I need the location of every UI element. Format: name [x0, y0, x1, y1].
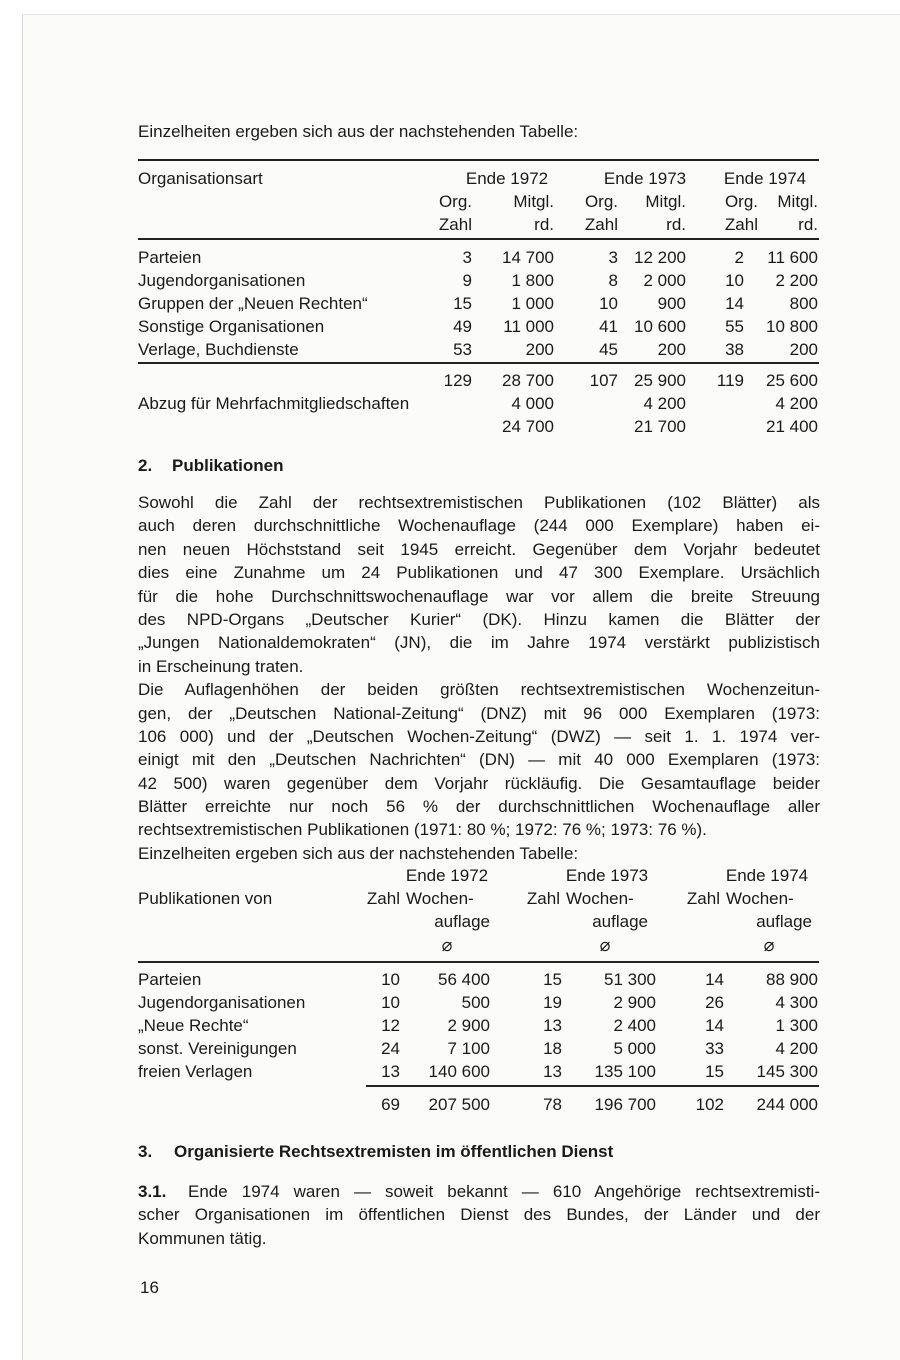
text-line: „Jungen Nationaldemokraten“ (JN), die im Jahre 1974 verstärkt publizistisch — [138, 633, 820, 653]
cell: 2 900 — [613, 993, 656, 1012]
sub-header: Mitgl. — [513, 192, 554, 211]
sub-header: Org. — [584, 192, 618, 211]
cell: 4 200 — [775, 1039, 818, 1058]
cell: 196 700 — [594, 1095, 656, 1114]
average-symbol: ⌀ — [441, 935, 453, 956]
cell: 107 — [589, 371, 618, 390]
group-header: Ende 1973 — [565, 866, 649, 885]
cell: 4 000 — [511, 394, 554, 413]
text-line: Kommunen tätig. — [138, 1228, 267, 1248]
cell: 13 — [381, 1062, 400, 1081]
text-line: Die Auflagenhöhen der beiden größten rechtsextremistischen Wochenzeitun- — [138, 680, 820, 700]
cell: 21 700 — [634, 417, 686, 436]
cell: 45 — [599, 340, 618, 359]
sub-header: auflage — [756, 912, 812, 931]
cell: 135 100 — [594, 1062, 656, 1081]
cell: 3 — [608, 248, 618, 267]
cell: 24 — [381, 1039, 400, 1058]
cell: 26 — [705, 993, 724, 1012]
cell: 8 — [608, 271, 618, 290]
text-line: 42 500) waren gegenüber dem Vorjahr rückläufig. Die Gesamtauflage beider — [138, 773, 820, 793]
cell: 119 — [716, 371, 744, 390]
sub-header: Org. — [438, 192, 472, 211]
sub-header: Wochen- — [406, 889, 474, 908]
cell: 2 — [734, 248, 744, 267]
row-label: Jugendorganisationen — [138, 271, 306, 290]
sub-header: Zahl — [526, 889, 560, 908]
cell: 2 900 — [447, 1016, 490, 1035]
text-line: Sowohl die Zahl der rechtsextremistischen Publikationen (102 Blätter) als — [138, 493, 820, 512]
sub-header: rd. — [798, 215, 818, 234]
sub-header: rd. — [666, 215, 686, 234]
group-header: Ende 1973 — [603, 169, 687, 188]
cell: 28 700 — [502, 371, 554, 390]
sub-header: Zahl — [438, 215, 472, 234]
cell: 10 — [381, 970, 400, 989]
section-3-number: 3. — [138, 1142, 153, 1161]
text-line: in Erscheinung traten. — [138, 656, 304, 676]
row-label: Sonstige Organisationen — [138, 317, 325, 336]
cell: 140 600 — [428, 1062, 490, 1081]
cell: 1 300 — [775, 1016, 818, 1035]
row-label: Parteien — [138, 970, 202, 989]
sub-header: auflage — [434, 912, 490, 931]
cell: 900 — [657, 294, 686, 313]
cell: 14 — [705, 970, 724, 989]
sub-header: Zahl — [584, 215, 618, 234]
text-line: nen neuen Höchststand seit 1945 erreicht. Gegenüber dem Vorjahr bedeutet — [138, 539, 820, 559]
cell: 25 600 — [766, 371, 818, 390]
cell: 11 000 — [503, 317, 554, 336]
page-number: 16 — [140, 1278, 159, 1297]
text-line: gen, der „Deutschen National-Zeitung“ (DNZ) mit 96 000 Exemplaren (1973: — [138, 703, 820, 723]
table-rule — [138, 238, 819, 240]
text-line: des NPD-Organs „Deutscher Kurier“ (DK). Hinzu kamen die Blätter der — [138, 609, 820, 629]
cell: 33 — [705, 1039, 724, 1058]
sub-header: Zahl — [686, 889, 720, 908]
cell: 49 — [453, 317, 472, 336]
sub-header: Zahl — [366, 889, 400, 908]
cell: 2 200 — [775, 271, 818, 290]
cell: 10 — [725, 271, 744, 290]
text-line: auch deren durchschnittliche Wochenauflage (244 000 Exemplare) haben ei- — [138, 516, 820, 536]
cell: 13 — [543, 1062, 562, 1081]
cell: 2 400 — [613, 1016, 656, 1035]
table-col-header: Publikationen von — [138, 889, 273, 908]
intro-text: Einzelheiten ergeben sich aus der nachstehenden Tabelle: — [138, 122, 579, 141]
cell: 2 000 — [643, 271, 686, 290]
section-2-number: 2. — [138, 456, 153, 475]
average-symbol: ⌀ — [763, 935, 775, 956]
cell: 21 400 — [766, 417, 818, 436]
group-header: Ende 1974 — [723, 169, 807, 188]
table-rule — [138, 362, 819, 364]
row-label: Abzug für Mehrfachmitgliedschaften — [138, 394, 410, 413]
row-label: Jugendorganisationen — [138, 993, 306, 1012]
cell: 9 — [462, 271, 472, 290]
group-header: Ende 1974 — [725, 866, 809, 885]
cell: 41 — [599, 317, 618, 336]
group-header: Ende 1972 — [405, 866, 489, 885]
table-rule — [366, 1085, 819, 1087]
sub-header: Mitgl. — [777, 192, 818, 211]
cell: 207 500 — [428, 1095, 490, 1114]
text-line: dies eine Zunahme um 24 Publikationen und 47 300 Exemplare. Ursächlich — [138, 563, 820, 583]
row-label: sonst. Vereinigungen — [138, 1039, 297, 1058]
cell: 12 200 — [634, 248, 686, 267]
sub-header: Zahl — [724, 215, 758, 234]
sub-header: Org. — [724, 192, 758, 211]
cell: 14 — [725, 294, 744, 313]
cell: 500 — [461, 993, 490, 1012]
cell: 10 600 — [634, 317, 686, 336]
cell: 129 — [443, 371, 472, 390]
cell: 55 — [725, 317, 744, 336]
sub-header: Wochen- — [726, 889, 794, 908]
cell: 15 — [453, 294, 472, 313]
cell: 5 000 — [613, 1039, 656, 1058]
cell: 51 300 — [604, 970, 656, 989]
sub-header: Mitgl. — [645, 192, 686, 211]
text-line: rechtsextremistischen Publikationen (1971: 80 %; 1972: 76 %; 1973: 76 %). — [138, 820, 707, 840]
cell: 4 200 — [775, 394, 818, 413]
row-label: freien Verlagen — [138, 1062, 253, 1081]
cell: 10 800 — [766, 317, 818, 336]
cell: 15 — [543, 970, 562, 989]
cell: 15 — [705, 1062, 724, 1081]
group-header: Ende 1972 — [465, 169, 549, 188]
cell: 14 700 — [502, 248, 554, 267]
text-line: scher Organisationen im öffentlichen Dienst des Bundes, der Länder und der — [138, 1205, 820, 1225]
sub-header: rd. — [534, 215, 554, 234]
table-rule — [138, 961, 819, 963]
text-line: Blätter erreichte nur noch 56 % der durchschnittlichen Wochenauflage aller — [138, 797, 820, 817]
average-symbol: ⌀ — [599, 935, 611, 956]
cell: 10 — [599, 294, 618, 313]
cell: 12 — [381, 1016, 400, 1035]
cell: 78 — [543, 1095, 562, 1114]
cell: 19 — [543, 993, 562, 1012]
sub-header: Wochen- — [566, 889, 634, 908]
cell: 53 — [453, 340, 472, 359]
section-2-body — [138, 491, 820, 865]
cell: 102 — [695, 1095, 724, 1114]
text-line: für die hohe Durchschnittswochenauflage war vor allem die breite Streuung — [138, 586, 820, 606]
text-line: Ende 1974 waren — soweit bekannt — 610 Angehörige rechtsextremisti- — [188, 1182, 820, 1201]
text-line: 106 000) und der „Deutschen Wochen-Zeitung“ (DWZ) — seit 1. 1. 1974 ver- — [138, 726, 820, 746]
cell: 7 100 — [447, 1039, 490, 1058]
cell: 14 — [705, 1016, 724, 1035]
cell: 1 800 — [511, 271, 554, 290]
text-line: Einzelheiten ergeben sich aus der nachstehenden Tabelle: — [138, 843, 579, 863]
cell: 4 300 — [775, 993, 818, 1012]
cell: 145 300 — [756, 1062, 818, 1081]
row-label: Gruppen der „Neuen Rechten“ — [138, 294, 368, 313]
cell: 200 — [657, 340, 686, 359]
cell: 18 — [543, 1039, 562, 1058]
cell: 69 — [381, 1095, 400, 1114]
table-col-header: Organisationsart — [138, 169, 263, 188]
row-label: Verlage, Buchdienste — [138, 340, 299, 359]
cell: 800 — [789, 294, 818, 313]
cell: 11 600 — [767, 248, 818, 267]
cell: 13 — [543, 1016, 562, 1035]
cell: 10 — [381, 993, 400, 1012]
table-rule — [138, 159, 819, 161]
row-label: Parteien — [138, 248, 202, 267]
section-3-title: Organisierte Rechtsextremisten im öffentlichen Dienst — [174, 1142, 614, 1161]
section-2-title: Publikationen — [172, 456, 284, 475]
cell: 38 — [725, 340, 744, 359]
cell: 200 — [789, 340, 818, 359]
cell: 56 400 — [438, 970, 490, 989]
cell: 24 700 — [502, 417, 554, 436]
row-label: „Neue Rechte“ — [138, 1016, 249, 1035]
text-line: einigt mit den „Deutschen Nachrichten“ (DN) — mit 40 000 Exemplaren (1973: — [138, 750, 820, 770]
section-31-body — [138, 1180, 820, 1250]
cell: 200 — [525, 340, 554, 359]
cell: 3 — [462, 248, 472, 267]
cell: 25 900 — [634, 371, 686, 390]
cell: 1 000 — [511, 294, 554, 313]
section-31-number: 3.1. — [138, 1182, 167, 1201]
cell: 244 000 — [756, 1095, 818, 1114]
sub-header: auflage — [592, 912, 648, 931]
cell: 88 900 — [766, 970, 818, 989]
cell: 4 200 — [643, 394, 686, 413]
